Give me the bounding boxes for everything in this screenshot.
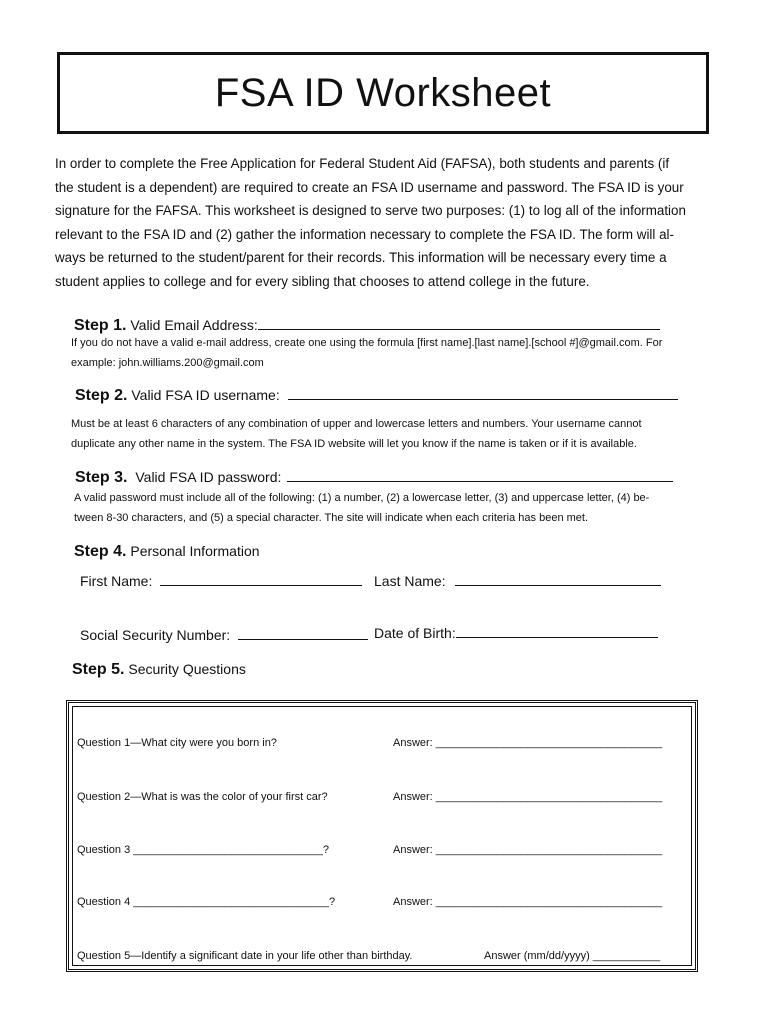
question-3-field[interactable]: Question 3 _______________________________? — [77, 844, 330, 856]
step1-heading — [74, 315, 660, 335]
last-name-row — [374, 571, 661, 589]
step3-note-line: A valid password must include all of the following: (1) a number, (2) a lowercase letter, (3) and uppercase letter, (4) be- — [74, 492, 650, 504]
question-2: Question 2—What is was the color of your first car? — [77, 791, 328, 803]
last-name-label: Last Name: — [374, 573, 446, 589]
password-field[interactable] — [287, 467, 673, 482]
question-5: Question 5—Identify a significant date in your life other than birthday. — [77, 950, 413, 962]
ssn-label: Social Security Number: — [80, 627, 231, 643]
step3-note — [74, 488, 714, 528]
step4-number: Step 4. — [74, 543, 127, 560]
step5-label: Security Questions — [128, 661, 246, 677]
intro-line: signature for the FAFSA. This worksheet is designed to serve two purposes: (1) to log all of the information — [55, 203, 686, 219]
step2-note-line: duplicate any other name in the system. The FSA ID website will let you know if the name is taken or if it is available. — [71, 438, 637, 450]
step4-label: Personal Information — [130, 543, 260, 559]
email-field[interactable] — [258, 315, 660, 330]
answer-2-field[interactable]: Answer: _____________________________________ — [393, 791, 663, 803]
username-field[interactable] — [288, 385, 678, 400]
step5-number: Step 5. — [72, 661, 125, 678]
question-4-field[interactable]: Question 4 ________________________________? — [77, 896, 336, 908]
dob-field[interactable] — [456, 623, 658, 638]
ssn-field[interactable] — [238, 625, 368, 640]
intro-line: the student is a dependent) are required to create an FSA ID username and password. The FSA ID is your — [55, 179, 684, 195]
answer-3-field[interactable]: Answer: _____________________________________ — [393, 844, 663, 856]
answer-1-field[interactable]: Answer: _____________________________________ — [393, 737, 663, 749]
question-1: Question 1—What city were you born in? — [77, 737, 277, 749]
intro-line: In order to complete the Free Application for Federal Student Aid (FAFSA), both students and parents (if — [55, 156, 670, 171]
title-box — [57, 52, 709, 134]
answer-5-field[interactable]: Answer (mm/dd/yyyy) ___________ — [484, 950, 661, 962]
intro-line: student applies to college and for every sibling that chooses to attend college in the future. — [55, 273, 590, 289]
step1-number: Step 1. — [74, 317, 127, 334]
step2-note — [71, 414, 711, 454]
intro-line: relevant to the FSA ID and (2) gather the information necessary to complete the FSA ID. The form will al- — [55, 226, 674, 242]
step1-note — [71, 333, 711, 373]
step2-note-line: Must be at least 6 characters of any combination of upper and lowercase letters and numbers. Your username cannot — [71, 418, 642, 430]
intro-line: ways be returned to the student/parent for their records. This information will be necessary every time a — [55, 250, 667, 266]
dob-row — [374, 623, 658, 641]
first-name-label: First Name: — [80, 573, 153, 589]
page-title: FSA ID Worksheet — [214, 70, 552, 115]
step3-note-line: tween 8-30 characters, and (5) a special character. The site will indicate when each criteria has been met. — [74, 512, 589, 524]
step1-note-line: If you do not have a valid e-mail address, create one using the formula [first name].[last name].[school #]@gmail.com. For — [71, 337, 663, 349]
step2-label: Valid FSA ID username: — [131, 387, 280, 403]
first-name-field[interactable] — [160, 571, 362, 586]
answer-4-field[interactable]: Answer: _____________________________________ — [393, 896, 663, 908]
ssn-row — [80, 625, 368, 643]
step5-heading — [72, 661, 246, 679]
step3-label: Valid FSA ID password: — [135, 469, 282, 485]
step1-note-line: example: john.williams.200@gmail.com — [71, 357, 264, 369]
step3-heading — [75, 467, 673, 487]
intro-paragraph — [55, 152, 715, 294]
step3-number: Step 3. — [75, 469, 128, 486]
dob-label: Date of Birth: — [374, 625, 456, 641]
first-name-row — [80, 571, 362, 589]
step2-heading — [75, 385, 678, 405]
last-name-field[interactable] — [455, 571, 661, 586]
step4-heading — [74, 543, 260, 561]
step1-label: Valid Email Address: — [130, 317, 258, 333]
step2-number: Step 2. — [75, 387, 128, 404]
